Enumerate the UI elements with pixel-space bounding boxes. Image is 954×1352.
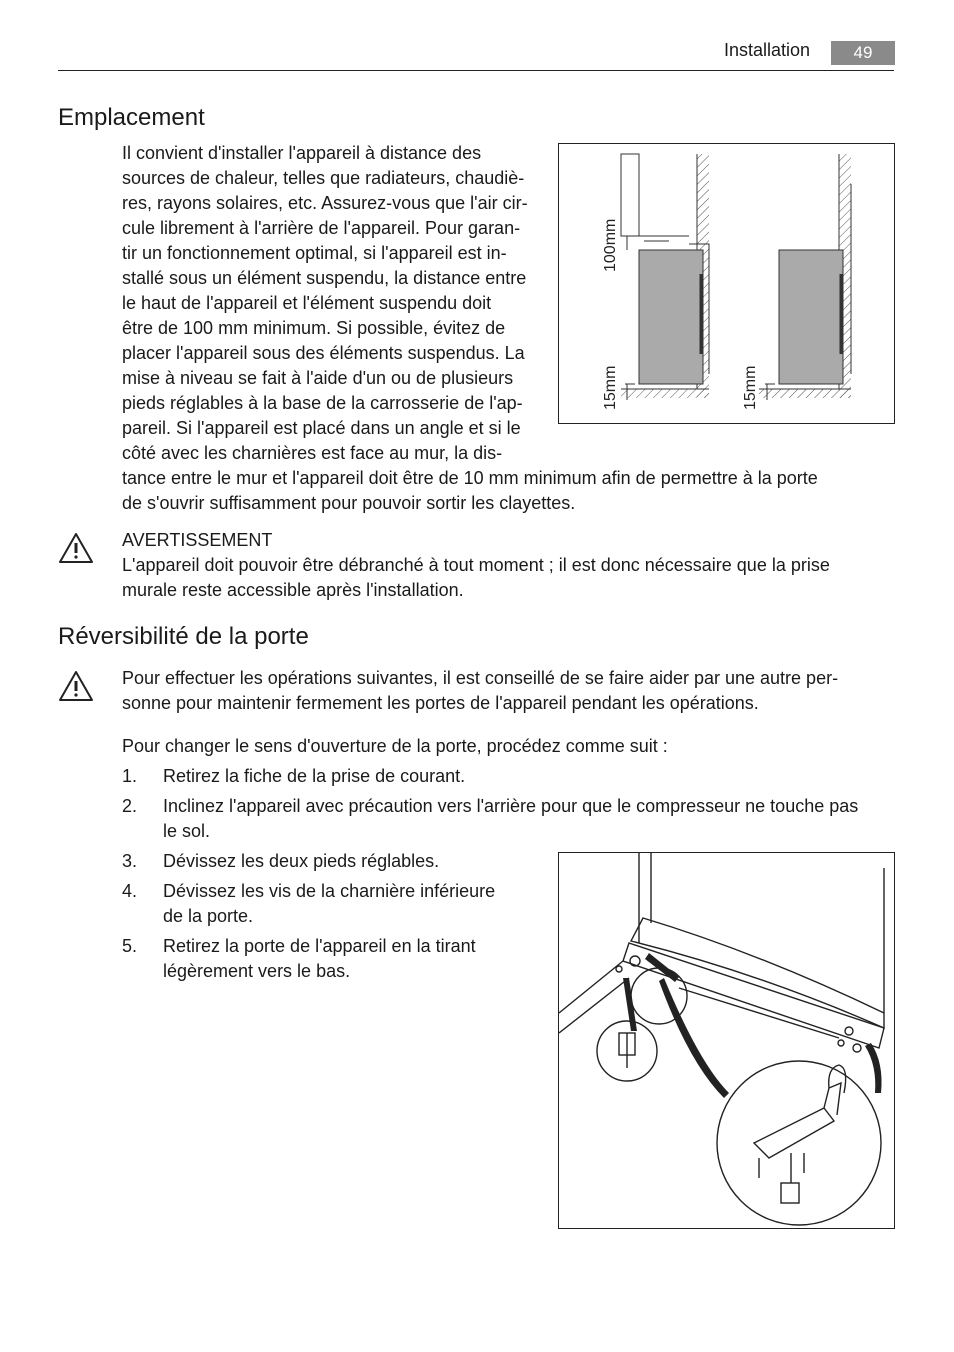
list-item: [122, 879, 542, 929]
step-text: Dévissez les vis de la charnière inférieure: [163, 881, 496, 901]
paragraph-line: tir un fonctionnement optimal, si l'appareil est in-: [122, 243, 507, 263]
step-number: 5.: [122, 936, 138, 956]
appliance-left: [639, 250, 703, 384]
list-item: [122, 794, 902, 844]
section-title-reversibilite: Réversibilité de la porte: [58, 623, 309, 650]
list-item: [122, 849, 542, 874]
header-rule: [58, 70, 894, 71]
upper-cabinet: [621, 154, 639, 236]
paragraph-line: tance entre le mur et l'appareil doit être de 10 mm minimum afin de permettre à la porte: [122, 468, 818, 488]
procedure-intro: Pour changer le sens d'ouverture de la porte, procédez comme suit :: [122, 736, 668, 756]
step-number: 4.: [122, 881, 138, 901]
section-title-emplacement: Emplacement: [58, 104, 205, 131]
label-15mm-right: 15mm: [742, 365, 759, 410]
step-number: 1.: [122, 766, 138, 786]
paragraph-line: Il convient d'installer l'appareil à distance des: [122, 143, 482, 163]
page-number: 49: [831, 41, 895, 65]
paragraph-line: placer l'appareil sous des éléments suspendus. La: [122, 343, 525, 363]
paragraph-line: mise à niveau se fait à l'aide d'un ou de plusieurs: [122, 368, 514, 388]
step-text: le sol.: [163, 821, 211, 841]
caution-triangle-icon: [58, 670, 94, 707]
caution-line: Pour effectuer les opérations suivantes, il est conseillé de se faire aider par une autre per-: [122, 668, 839, 688]
hinge-diagram: [559, 853, 894, 1228]
caution-block: [122, 666, 892, 716]
hinge-removal-figure: [558, 852, 895, 1229]
list-item: [122, 934, 542, 984]
paragraph-line: sources de chaleur, telles que radiateurs, chaudiè-: [122, 168, 525, 188]
label-100mm: 100mm: [602, 218, 619, 272]
caution-line: sonne pour maintenir fermement les portes de l'appareil pendant les opérations.: [122, 693, 759, 713]
paragraph-line: côté avec les charnières est face au mur, la dis-: [122, 443, 503, 463]
paragraph-line: pieds réglables à la base de la carrosserie de l'ap-: [122, 393, 523, 413]
floor-right: [759, 389, 851, 398]
step-text: Inclinez l'appareil avec précaution vers l'arrière pour que le compresseur ne touche pas: [163, 796, 859, 816]
floor-left: [621, 389, 709, 398]
step-text: Retirez la porte de l'appareil en la tirant: [163, 936, 476, 956]
step-text: Retirez la fiche de la prise de courant.: [163, 766, 466, 786]
label-15mm-left: 15mm: [602, 365, 619, 410]
paragraph-line: res, rayons solaires, etc. Assurez-vous que l'air cir-: [122, 193, 528, 213]
clearance-diagram: [559, 144, 894, 423]
warning-title: AVERTISSEMENT: [122, 530, 273, 550]
warning-line: L'appareil doit pouvoir être débranché à tout moment ; il est donc nécessaire que la prise: [122, 555, 830, 575]
warning-triangle-icon: [58, 532, 94, 569]
paragraph-line: le haut de l'appareil et l'élément suspendu doit: [122, 293, 492, 313]
paragraph-line: être de 100 mm minimum. Si possible, évitez de: [122, 318, 506, 338]
running-header-section: Installation: [724, 40, 811, 60]
step-text: légèrement vers le bas.: [163, 961, 351, 981]
paragraph-line: stallé sous un élément suspendu, la distance entre: [122, 268, 527, 288]
step-number: 3.: [122, 851, 138, 871]
list-item: [122, 764, 902, 789]
paragraph-line: cule librement à l'arrière de l'appareil. Pour garan-: [122, 218, 521, 238]
step-text: Dévissez les deux pieds réglables.: [163, 851, 440, 871]
clearance-figure: [558, 143, 895, 424]
warning-line: murale reste accessible après l'installation.: [122, 580, 464, 600]
step-number: 2.: [122, 796, 138, 816]
appliance-right: [779, 250, 843, 384]
paragraph-line: pareil. Si l'appareil est placé dans un angle et si le: [122, 418, 521, 438]
paragraph-line: de s'ouvrir suffisamment pour pouvoir sortir les clayettes.: [122, 493, 576, 513]
step-text: de la porte.: [163, 906, 254, 926]
warning-block: [122, 528, 892, 603]
